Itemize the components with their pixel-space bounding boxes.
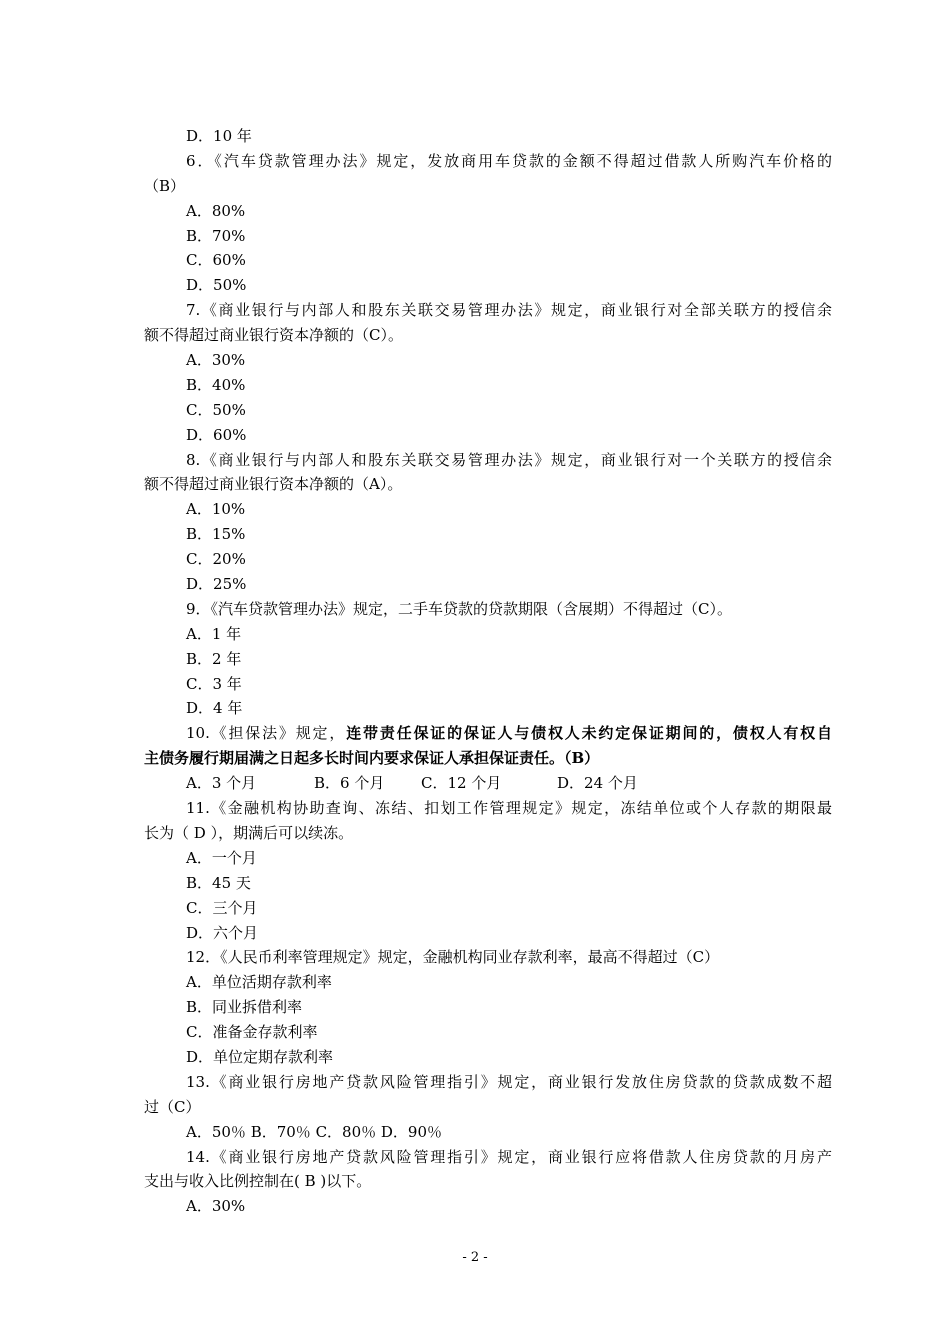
text-line: D．50% (186, 276, 247, 295)
text-line: 过（C） (144, 1097, 201, 1116)
text-line: C．准备金存款利率 (186, 1023, 318, 1042)
text-line: 8.《商业银行与内部人和股东关联交易管理办法》规定，商业银行对一个关联方的授信余 (186, 450, 832, 469)
text-line: B．15% (186, 525, 246, 544)
text-line: 额不得超过商业银行资本净额的（C）。 (144, 326, 403, 345)
question-10-line-2: 主债务履行期届满之日起多长时间内要求保证人承担保证责任。（B） (144, 749, 600, 768)
question-10-prefix: 10.《担保法》规定， (186, 724, 347, 743)
text-line: B．45 天 (186, 873, 251, 892)
text-line: C．50% (186, 400, 246, 419)
text-line: A．10% (186, 500, 246, 519)
question-10-bold-text-1: 连带责任保证的保证人与债权人未约定保证期间的，债权人有权自 (346, 724, 832, 743)
text-line: 13.《商业银行房地产贷款风险管理指引》规定，商业银行发放住房贷款的贷款成数不超 (186, 1072, 832, 1091)
text-line: 6．《汽车贷款管理办法》规定，发放商用车贷款的金额不得超过借款人所购汽车价格的 (186, 151, 832, 170)
text-line: C．3 年 (186, 674, 242, 693)
text-line: B．同业拆借利率 (186, 998, 303, 1017)
text-line: C．20% (186, 550, 246, 569)
document-body (144, 124, 832, 1219)
text-line: A．50％ B．70％ C．80％ D．90％ (186, 1122, 443, 1141)
question-10-line-1 (144, 721, 832, 746)
text-line: A．30% (186, 351, 246, 370)
text-line: 11.《金融机构协助查询、冻结、扣划工作管理规定》规定，冻结单位或个人存款的期限最 (186, 799, 832, 818)
text-line: 12．《人民币利率管理规定》规定，金融机构同业存款利率，最高不得超过（C） (186, 948, 720, 967)
text-line: 9．《汽车贷款管理办法》规定，二手车贷款的贷款期限（含展期）不得超过（C）。 (186, 599, 733, 618)
text-line: B．70% (186, 226, 246, 245)
question-10-option-b: B．6 个月 (314, 774, 385, 793)
text-line: 长为（ D ），期满后可以续冻。 (144, 823, 354, 842)
text-line: B．2 年 (186, 649, 242, 668)
text-line: （B） (144, 176, 186, 195)
question-10-option-a: A．3 个月 (186, 774, 257, 793)
page-number: - 2 - (462, 1250, 488, 1265)
text-line: 额不得超过商业银行资本净额的（A）。 (144, 475, 403, 494)
text-line: D．10 年 (186, 127, 252, 145)
questions-6-to-9 (144, 124, 832, 721)
text-line: D．60% (186, 425, 247, 444)
question-10-option-c: C．12 个月 (421, 774, 502, 793)
text-line: C．三个月 (186, 898, 258, 917)
text-line: D．25% (186, 575, 247, 594)
text-line: A．1 年 (186, 624, 242, 643)
question-10 (144, 721, 832, 796)
text-line: A．30% (186, 1197, 246, 1216)
text-line: D．单位定期存款利率 (186, 1047, 334, 1066)
text-line: D．4 年 (186, 699, 243, 718)
text-line: D．六个月 (186, 923, 259, 942)
questions-11-to-14 (144, 796, 832, 1219)
text-line: 14.《商业银行房地产贷款风险管理指引》规定，商业银行应将借款人住房贷款的月房产 (186, 1147, 832, 1166)
text-line: 支出与收入比例控制在( B )以下。 (144, 1172, 372, 1191)
question-10-option-d: D．24 个月 (557, 774, 638, 793)
text-line: A．一个月 (186, 848, 257, 867)
question-10-options (144, 771, 832, 796)
text-line: B．40% (186, 375, 246, 394)
text-line: C．60% (186, 251, 246, 270)
text-line: A．80% (186, 201, 246, 220)
text-line: 7.《商业银行与内部人和股东关联交易管理办法》规定，商业银行对全部关联方的授信余 (186, 301, 832, 320)
text-line: A．单位活期存款利率 (186, 973, 332, 992)
